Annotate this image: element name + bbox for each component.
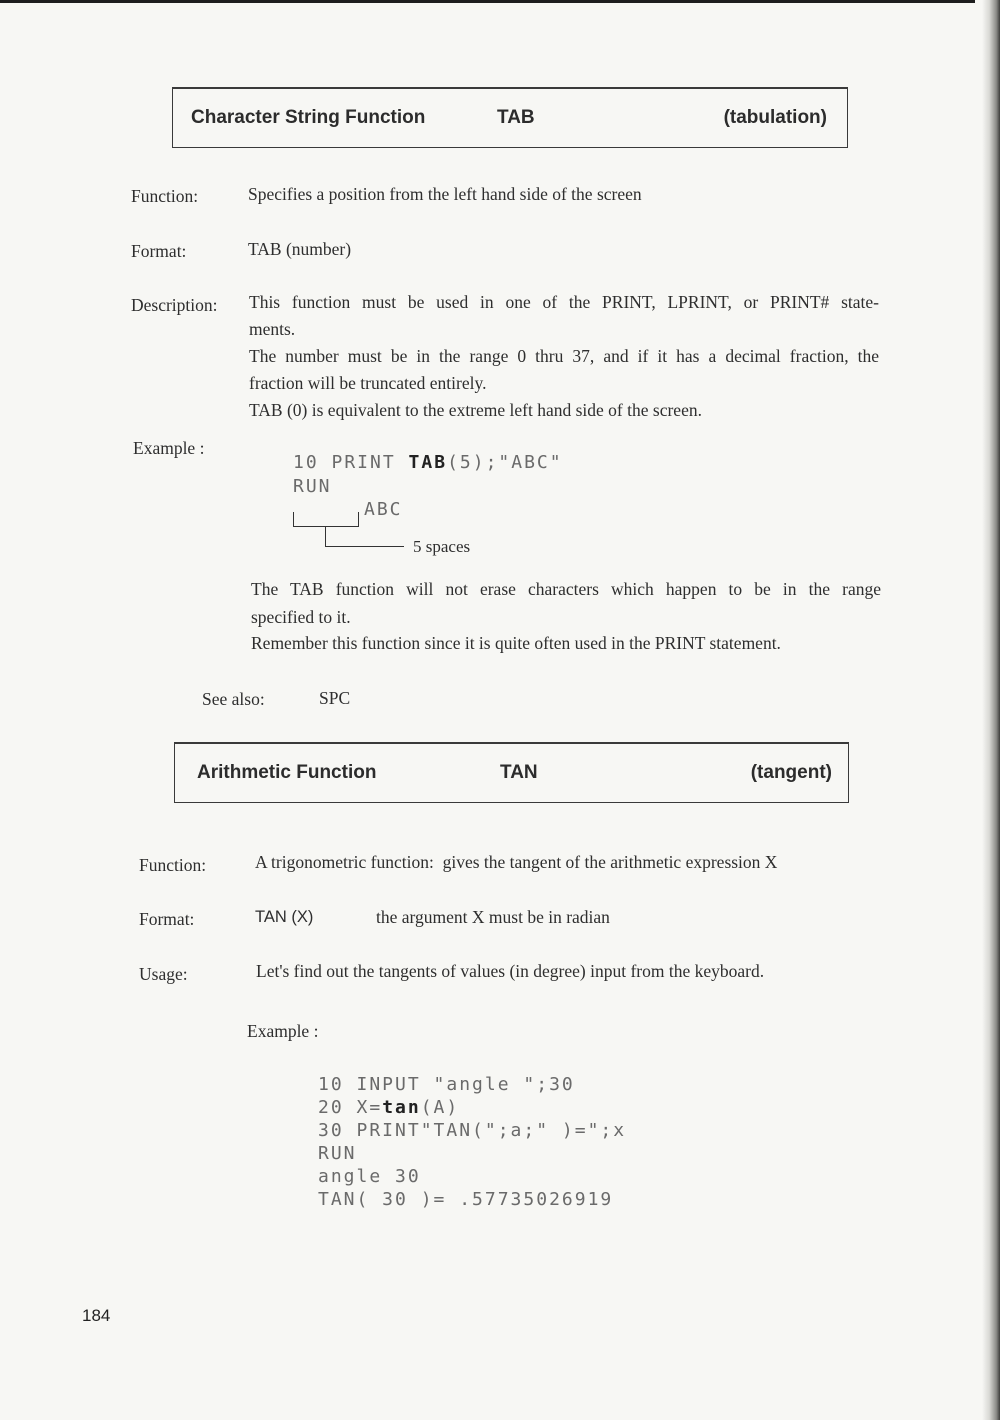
description-line: TAB (0) is equivalent to the extreme left hand side of the screen. <box>249 400 702 420</box>
tan-code-line-4: RUN <box>318 1143 357 1164</box>
code-suffix: (5);"ABC" <box>447 452 563 473</box>
tab-output-text: ABC <box>364 499 403 520</box>
description-line: fraction will be truncated entirely. <box>249 373 487 393</box>
tan-header-name: TAN <box>500 762 538 783</box>
tab-format-value: TAB (number) <box>248 239 352 259</box>
note-line: Remember this function since it is quite often used in the PRINT statement. <box>251 633 781 653</box>
note-line: specified to it. <box>251 607 351 627</box>
tab-function-text: Specifies a position from the left hand side of the screen <box>248 184 642 204</box>
tan-usage-label: Usage: <box>139 964 188 984</box>
tan-code-line-3: 30 PRINT"TAN(";a;" )=";x <box>318 1120 627 1141</box>
spaces-note: 5 spaces <box>413 537 471 556</box>
tab-code-line-1 <box>293 451 563 474</box>
top-edge-line <box>0 0 975 3</box>
description-line: ments. <box>249 319 296 339</box>
tan-function-text: A trigonometric function: gives the tangent of the arithmetic expression X <box>255 852 778 872</box>
code-suffix: (A) <box>420 1097 460 1118</box>
tan-usage-text: Let's find out the tangents of values (in degree) input from the keyboard. <box>256 961 765 981</box>
tan-code-line-6: TAN( 30 )= .57735026919 <box>318 1189 614 1210</box>
tan-header-subtitle: (tangent) <box>750 762 832 783</box>
tab-format-text <box>248 239 351 260</box>
page-binding-shadow <box>982 0 1000 1420</box>
tab-description-label: Description: <box>131 295 218 315</box>
code-prefix: 20 X= <box>318 1097 383 1118</box>
tan-example-label: Example : <box>247 1021 319 1041</box>
tan-function-label: Function: <box>139 855 207 875</box>
tan-format-text: the argument X must be in radian <box>376 907 610 927</box>
tan-code-line-2 <box>318 1096 459 1119</box>
description-line: The number must be in the range 0 thru 37, and if it has a decimal fraction, the <box>249 346 879 366</box>
tan-format-code: TAN (X) <box>255 908 314 926</box>
tan-code-line-1: 10 INPUT "angle ";30 <box>318 1074 575 1095</box>
see-also-label: See also: <box>202 689 265 709</box>
page-number: 184 <box>82 1306 111 1325</box>
tan-header-category: Arithmetic Function <box>197 762 377 783</box>
tab-header-name: TAB <box>497 107 535 128</box>
code-keyword: tan <box>382 1097 421 1118</box>
code-keyword: TAB <box>408 452 448 473</box>
tan-header-box <box>174 742 849 803</box>
tab-code-line-2: RUN <box>293 476 332 497</box>
tab-function-label: Function: <box>131 186 199 206</box>
tab-format-label: Format: <box>131 241 187 261</box>
note-line: The TAB function will not erase characters which happen to be in the range <box>251 579 881 599</box>
tab-header-box <box>172 87 848 148</box>
tab-example-label: Example : <box>133 438 205 458</box>
tab-header-category: Character String Function <box>191 107 426 128</box>
code-prefix: 10 PRINT <box>293 452 409 473</box>
spaces-bracket-stem <box>325 526 404 547</box>
tan-code-line-5: angle 30 <box>318 1166 421 1187</box>
see-also-value: SPC <box>319 688 351 708</box>
spaces-bracket <box>293 512 359 527</box>
tan-format-label: Format: <box>139 909 195 929</box>
description-line: This function must be used in one of the PRINT, LPRINT, or PRINT# state- <box>249 292 879 312</box>
tab-header-subtitle: (tabulation) <box>723 107 827 128</box>
